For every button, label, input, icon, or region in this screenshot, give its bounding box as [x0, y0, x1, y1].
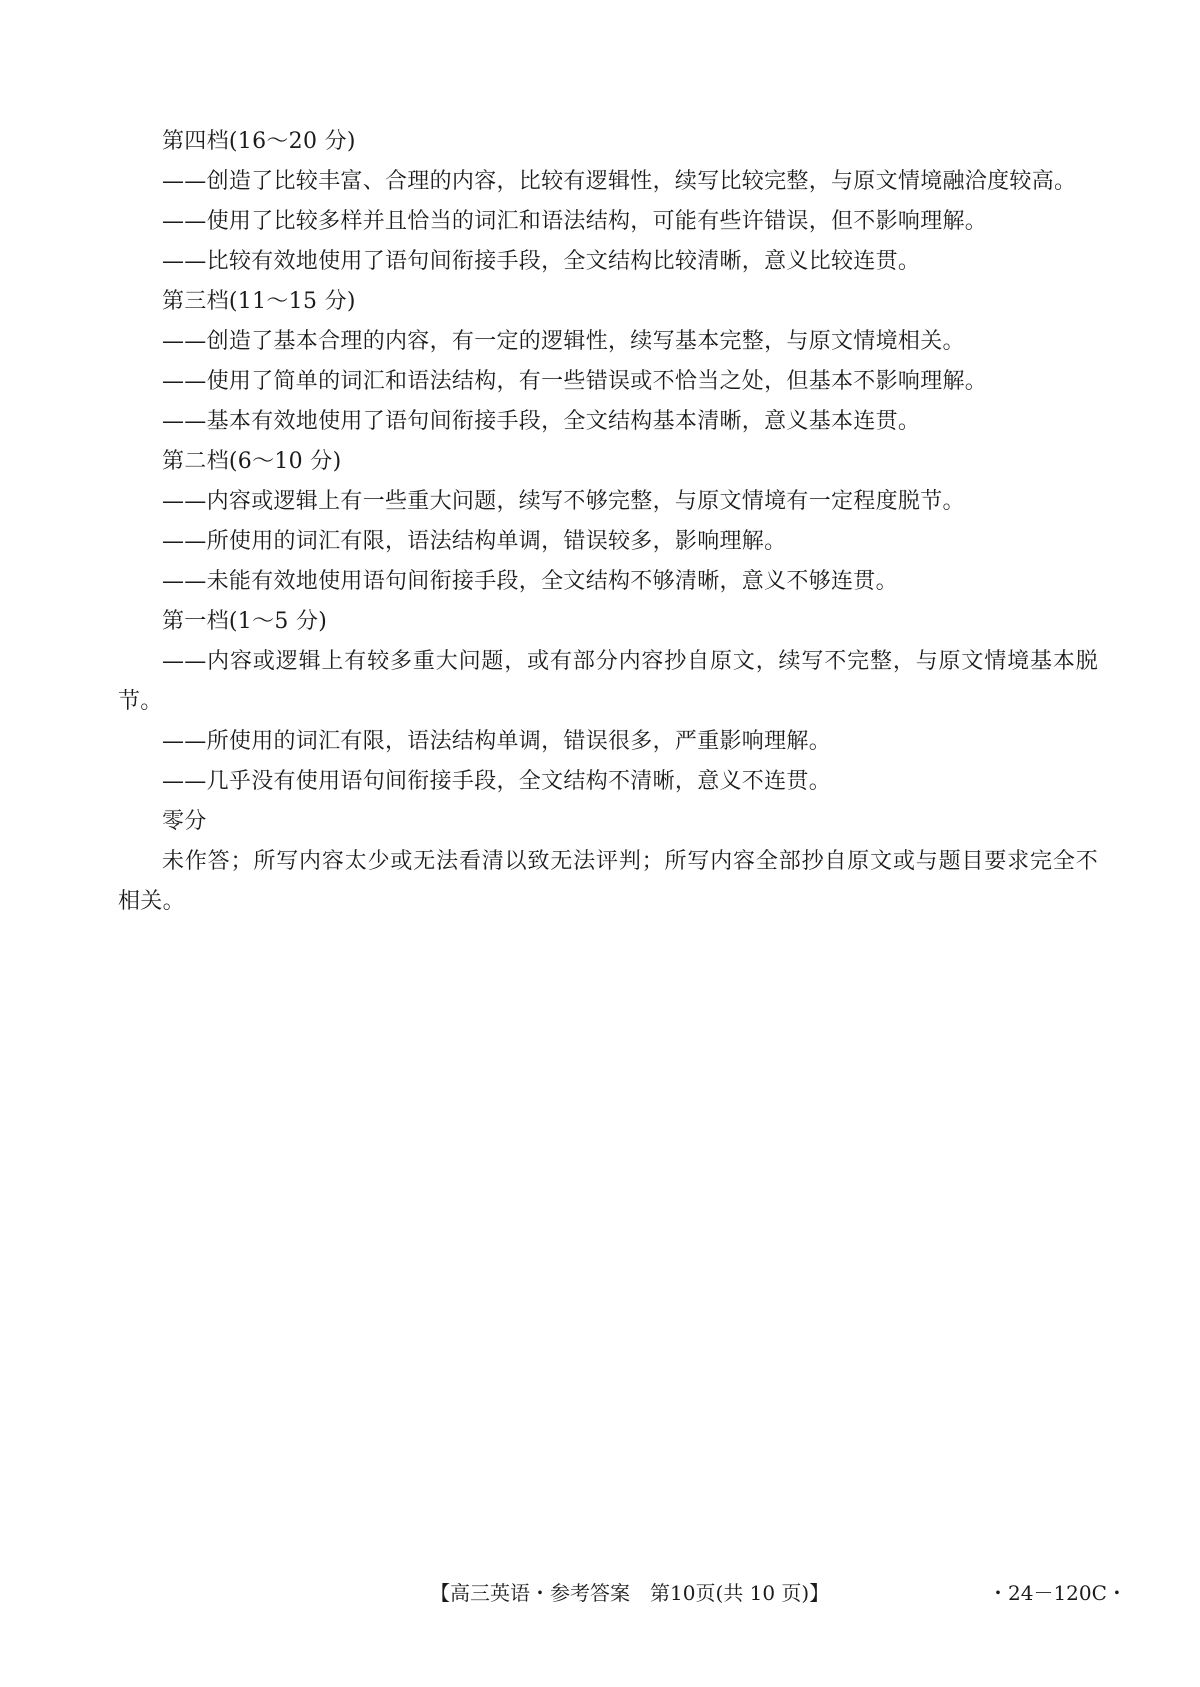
band-3-criterion-content: ——创造了基本合理的内容，有一定的逻辑性，续写基本完整，与原文情境相关。: [162, 329, 965, 354]
band-1-criterion-content: ——内容或逻辑上有较多重大问题，或有部分内容抄自原文，续写不完整，与原文情境基本脱节。: [118, 649, 1098, 714]
band-0-heading: 零分: [162, 809, 207, 834]
scoring-rubric: [118, 122, 1098, 922]
band-4-criterion-content: ——创造了比较丰富、合理的内容，比较有逻辑性，续写比较完整，与原文情境融洽度较高。: [162, 169, 1077, 194]
band-2-criterion-language: ——所使用的词汇有限，语法结构单调，错误较多，影响理解。: [162, 529, 787, 554]
footer-page-info: 【高三英语・参考答案 第10页(共 10 页)】: [430, 1581, 830, 1605]
band-0-criterion: 未作答；所写内容太少或无法看清以致无法评判；所写内容全部抄自原文或与题目要求完全不相关。: [118, 849, 1098, 914]
band-3-criterion-language: ——使用了简单的词汇和语法结构，有一些错误或不恰当之处，但基本不影响理解。: [162, 369, 988, 394]
band-1-criterion-cohesion: ——几乎没有使用语句间衔接手段，全文结构不清晰，意义不连贯。: [162, 769, 832, 794]
band-1-heading: 第一档(1～5 分): [162, 609, 328, 634]
band-4-heading: 第四档(16～20 分): [162, 129, 356, 154]
band-2-heading: 第二档(6～10 分): [162, 449, 342, 474]
footer-exam-code: ・24－120C・: [988, 1581, 1127, 1605]
band-4-criterion-language: ——使用了比较多样并且恰当的词汇和语法结构，可能有些许错误，但不影响理解。: [162, 209, 988, 234]
band-4-criterion-cohesion: ——比较有效地使用了语句间衔接手段，全文结构比较清晰，意义比较连贯。: [162, 249, 921, 274]
band-2-criterion-cohesion: ——未能有效地使用语句间衔接手段，全文结构不够清晰，意义不够连贯。: [162, 569, 898, 594]
band-1-criterion-language: ——所使用的词汇有限，语法结构单调，错误很多，严重影响理解。: [162, 729, 832, 754]
band-3-heading: 第三档(11～15 分): [162, 289, 356, 314]
band-2-criterion-content: ——内容或逻辑上有一些重大问题，续写不够完整，与原文情境有一定程度脱节。: [162, 489, 965, 514]
band-3-criterion-cohesion: ——基本有效地使用了语句间衔接手段，全文结构基本清晰，意义基本连贯。: [162, 409, 921, 434]
